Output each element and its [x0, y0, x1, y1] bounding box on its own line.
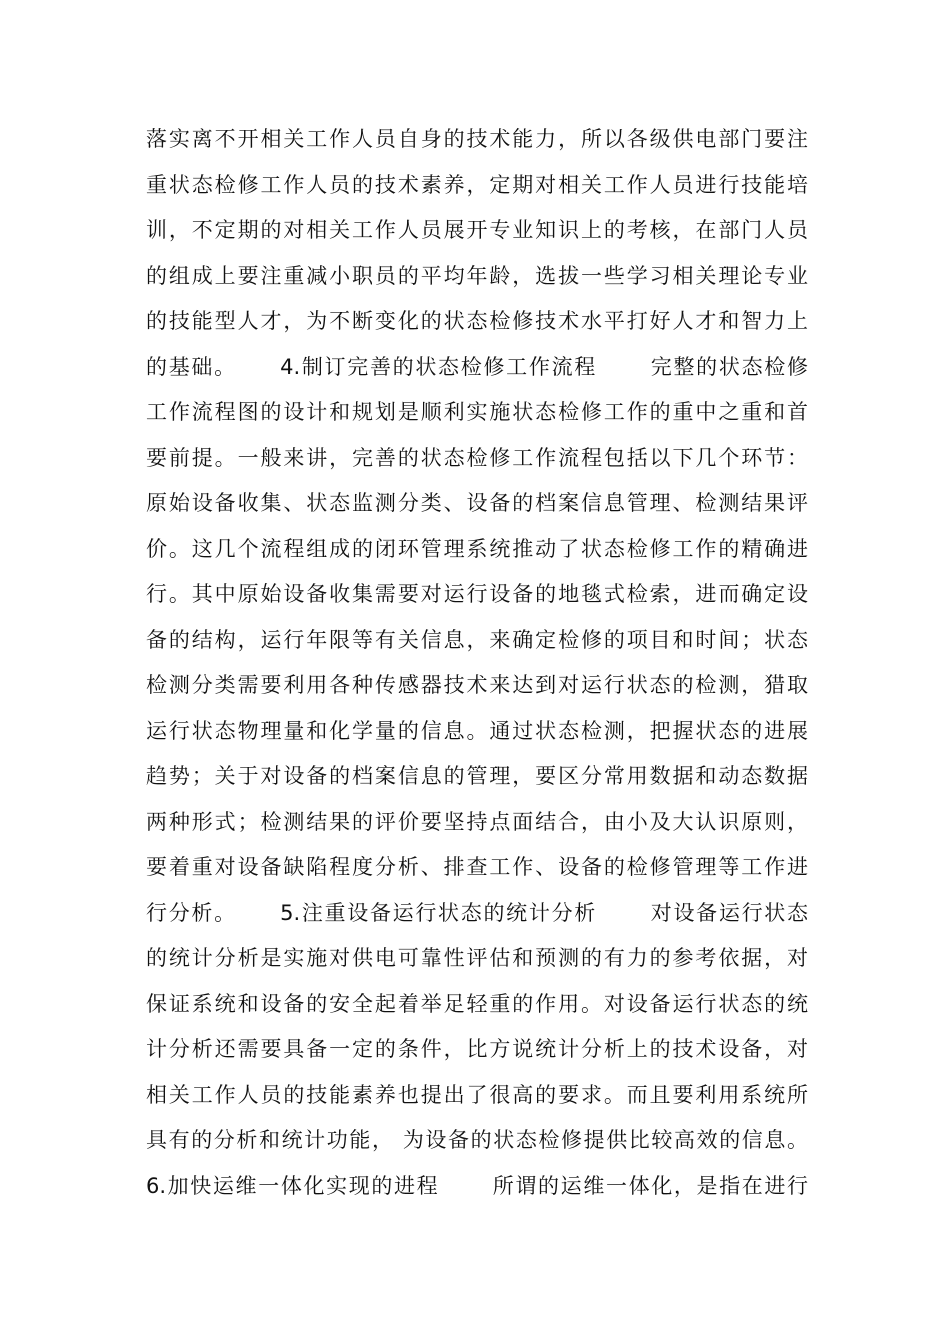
text-line: 行分析。 5.注重设备运行状态的统计分析 对设备运行状态: [146, 900, 808, 925]
text-line: 的统计分析是实施对供电可靠性评估和预测的有力的参考依据，对: [146, 946, 808, 970]
text-line: 落实离不开相关工作人员自身的技术能力，所以各级供电部门要注: [146, 127, 808, 151]
text-line: 行。其中原始设备收集需要对运行设备的地毯式检索，进而确定设: [146, 582, 808, 606]
text-line: 的基础。 4.制订完善的状态检修工作流程 完整的状态检修: [146, 354, 808, 379]
body-text: [146, 117, 808, 1209]
text-line: 的技能型人才，为不断变化的状态检修技术水平打好人才和智力上: [146, 309, 808, 333]
text-line: 计分析还需要具备一定的条件，比方说统计分析上的技术设备，对: [146, 1037, 808, 1061]
text-line: 两种形式；检测结果的评价要坚持点面结合，由小及大认识原则，: [146, 809, 808, 834]
text-line: 运行状态物理量和化学量的信息。通过状态检测，把握状态的进展: [146, 718, 808, 743]
text-line: 检测分类需要利用各种传感器技术来达到对运行状态的检测，猎取: [146, 673, 808, 697]
text-line: 保证系统和设备的安全起着举足轻重的作用。对设备运行状态的统: [146, 991, 808, 1016]
text-line: 相关工作人员的技能素养也提出了很高的要求。而且要利用系统所: [146, 1082, 808, 1107]
text-line: 训，不定期的对相关工作人员展开专业知识上的考核，在部门人员: [146, 218, 808, 242]
text-line: 备的结构，运行年限等有关信息，来确定检修的项目和时间；状态: [146, 627, 808, 652]
text-line: 原始设备收集、状态监测分类、设备的档案信息管理、检测结果评: [146, 491, 808, 515]
text-line: 具有的分析和统计功能， 为设备的状态检修提供比较高效的信息。: [146, 1128, 808, 1152]
text-line: 要前提。一般来讲，完善的状态检修工作流程包括以下几个环节：: [146, 445, 808, 470]
text-line: 的组成上要注重减小职员的平均年龄，选拔一些学习相关理论专业: [146, 263, 808, 288]
text-line: 趋势；关于对设备的档案信息的管理，要区分常用数据和动态数据: [146, 764, 808, 788]
text-line: 重状态检修工作人员的技术素养，定期对相关工作人员进行技能培: [146, 172, 808, 197]
text-line: 要着重对设备缺陷程度分析、排查工作、设备的检修管理等工作进: [146, 855, 808, 879]
text-line: 价。这几个流程组成的闭环管理系统推动了状态检修工作的精确进: [146, 536, 808, 561]
text-line: 工作流程图的设计和规划是顺利实施状态检修工作的重中之重和首: [146, 400, 808, 424]
text-line: 6.加快运维一体化实现的进程 所谓的运维一体化，是指在进行: [146, 1173, 808, 1198]
